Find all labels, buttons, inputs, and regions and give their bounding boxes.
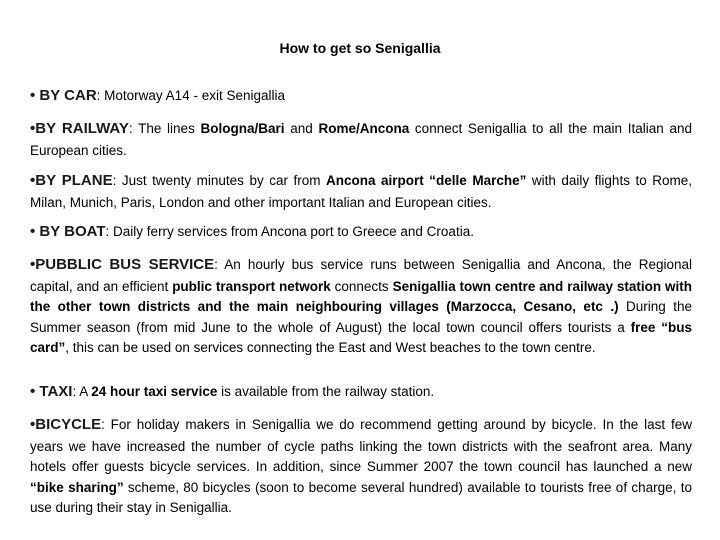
section-bicycle — [30, 414, 692, 519]
emphasis-text: “bike sharing” — [30, 479, 124, 495]
body-text: : Daily ferry services from Ancona port to Greece and Croatia. — [105, 224, 474, 239]
emphasis-text: Senigallia town centre and railway station with the other town districts and the main neighbouring villages (Marzocca, Cesano, etc .) — [30, 278, 693, 315]
emphasis-text: Ancona airport “delle Marche” — [326, 173, 527, 188]
body-text: : For holiday makers in Senigallia we do recommend getting around by bicycle. In the last few years we have increased the number of cycle paths linking the town districts with the seafront area. Many hotels offer guests bicycle services. In addition, since Summer 2007 the town council has launched a new — [30, 417, 692, 475]
section-heading: •BICYCLE — [30, 416, 102, 433]
emphasis-text: 24 hour taxi service — [91, 384, 218, 399]
body-text: : An hourly bus service runs between Senigallia and Ancona, the Regional capital, and an efficient — [30, 257, 692, 294]
section-car — [30, 85, 692, 108]
body-text: During the Summer season (from mid June to the whole of August) the local town council offers tourists a — [30, 299, 692, 335]
section-heading: • BY BOAT — [30, 223, 106, 240]
section-bus — [30, 254, 692, 359]
section-heading: •PUBBLIC BUS SERVICE — [30, 256, 215, 273]
section-heading: • BY CAR — [30, 87, 97, 104]
section-heading: •BY PLANE — [30, 172, 113, 189]
emphasis-text: Bologna/Bari — [200, 121, 285, 136]
section-plane — [30, 170, 692, 213]
body-text: is available from the railway station. — [217, 384, 435, 399]
body-text: connect Senigallia to all the main Italian and European cities. — [30, 121, 692, 158]
body-text: and — [284, 121, 319, 136]
section-taxi — [30, 381, 692, 404]
body-text: : Just twenty minutes by car from — [112, 173, 327, 188]
body-text: : Motorway A14 - exit Senigallia — [96, 88, 285, 103]
emphasis-text: free “bus card” — [30, 319, 692, 356]
body-text: scheme, 80 bicycles (soon to become several hundred) available to tourists free of charge, to use during their stay in Senigallia. — [30, 479, 693, 516]
body-text: : The lines — [128, 121, 201, 136]
section-heading: •BY RAILWAY — [30, 120, 129, 137]
body-text: connects — [330, 278, 393, 294]
section-railway — [30, 118, 692, 161]
body-text: : A — [72, 384, 92, 399]
body-text: with daily flights to Rome, Milan, Munich, Paris, London and other important Italian and European cities. — [30, 173, 692, 210]
emphasis-text: public transport network — [172, 278, 331, 294]
section-boat — [30, 221, 692, 244]
body-text: , this can be used on services connecting the East and West beaches to the town centre. — [65, 340, 596, 356]
page-title: How to get so Senigallia — [279, 40, 441, 56]
section-heading: • TAXI — [30, 383, 73, 400]
emphasis-text: Rome/Ancona — [318, 121, 410, 136]
